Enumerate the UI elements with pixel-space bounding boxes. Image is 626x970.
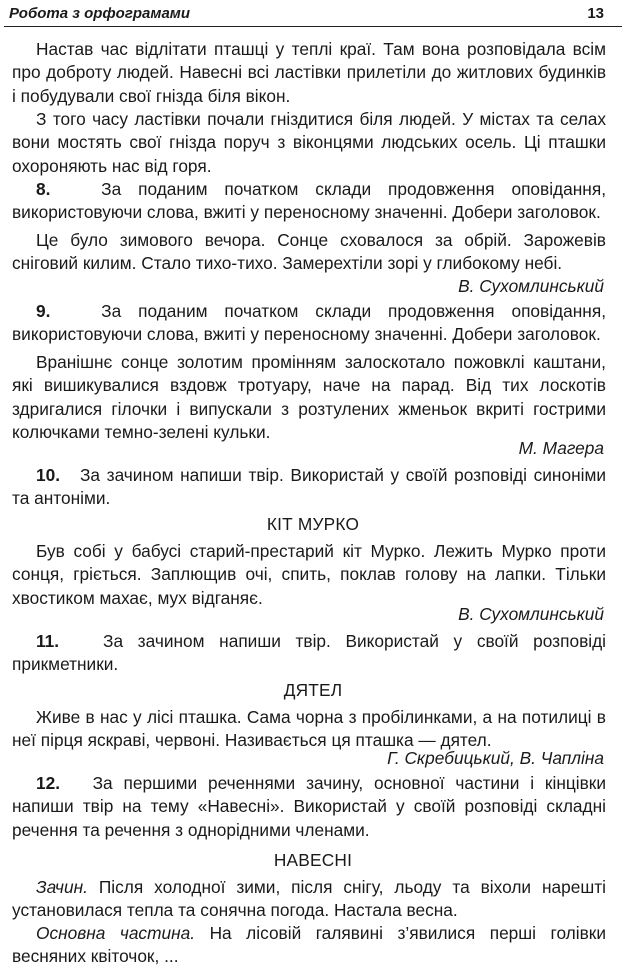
- task-9-number: 9.: [36, 301, 51, 321]
- task-8-number: 8.: [36, 179, 51, 199]
- task-8-excerpt: Це було зимового вечора. Сонце сховалося за обрій. Зарожевів сніговий килим. Стало тихо-тихо. Замерехтіли зорі у глибокому небі.: [12, 230, 606, 274]
- task-11-author: Г. Скребицький, В. Чапліна: [387, 748, 604, 768]
- intro-text: Після холодної зими, після снігу, льоду та віхоли нарешті установилася тепла та сонячна погода. Настала весна.: [12, 877, 606, 921]
- task-8-text: За поданим початком склади продовження оповідання, використовуючи слова, вжиті у переносному значенні. Добери заголовок.: [12, 179, 606, 223]
- intro-label: Зачин.: [36, 877, 88, 897]
- task-10-heading: КІТ МУРКО: [266, 514, 360, 534]
- task-11-excerpt: Живе в нас у лісі пташка. Сама чорна з пробілинками, а на потилиці в неї пірця яскраві, червоні. Називається ця пташка — дятел.: [12, 707, 606, 751]
- header-rule: [4, 26, 622, 27]
- paragraph-2: З того часу ластівки почали гніздитися біля людей. У містах та селах вони мостять свої гнізда поруч з віконцями людських осель. Ці пташки охороняють нас від горя.: [12, 109, 606, 176]
- task-9-author: М. Магера: [518, 438, 604, 458]
- task-10-excerpt: Був собі у бабусі старий-престарий кіт Мурко. Лежить Мурко проти сонця, гріється. Заплющив очі, спить, поклав голову на лапки. Тільки хвостиком махає, мух відганяє.: [12, 541, 606, 608]
- task-12-number: 12.: [36, 773, 61, 793]
- task-10-author: В. Сухомлинський: [458, 604, 604, 624]
- task-12-intro: [12, 876, 606, 923]
- task-11-heading: ДЯТЕЛ: [283, 680, 343, 700]
- task-8: [12, 178, 606, 225]
- page-header: [0, 0, 626, 30]
- paragraph-1: Настав час відлітати пташці у теплі краї. Там вона розповідала всім про доброту людей. Навесні всі ластівки прилетіли до житлових будинків і побудували свої гнізда біля вікон.: [12, 39, 606, 106]
- task-10-text: За зачином напиши твір. Використай у своїй розповіді синоніми та антоніми.: [12, 465, 606, 509]
- task-9-excerpt: Вранішнє сонце золотим промінням залоскотало пожовклі каштани, які вишикувалися вздовж тротуару, наче на парад. Від тих лоскотів здригалися гілочки і випускали з розтулених жменьок вкриті гострими колючками темно-зелені кульки.: [12, 352, 606, 442]
- task-10-number: 10.: [36, 465, 61, 485]
- task-11-number: 11.: [36, 631, 60, 651]
- running-title: Робота з орфограмами: [9, 5, 191, 22]
- task-9-text: За поданим початком склади продовження оповідання, використовуючи слова, вжиті у переносному значенні. Добери заголовок.: [12, 301, 606, 345]
- body-label: Основна частина.: [36, 923, 196, 943]
- task-12: [12, 772, 606, 842]
- task-12-body: [12, 922, 606, 969]
- task-11-text: За зачином напиши твір. Використай у своїй розповіді прикметники.: [12, 631, 607, 675]
- task-9: [12, 300, 606, 347]
- task-11: [12, 630, 606, 677]
- task-8-author: В. Сухомлинський: [458, 276, 604, 296]
- task-12-heading: НАВЕСНІ: [273, 850, 353, 870]
- page-number: 13: [587, 5, 604, 22]
- task-12-text: За першими реченнями зачину, основної частини і кінцівки напиши твір на тему «Навесні». Використай у своїй розповіді складні речення та речення з однорідними членами.: [12, 773, 607, 840]
- task-10: [12, 464, 606, 511]
- body-text: На лісовій галявині з’явилися перші голівки весняних квіточок, ...: [12, 923, 606, 967]
